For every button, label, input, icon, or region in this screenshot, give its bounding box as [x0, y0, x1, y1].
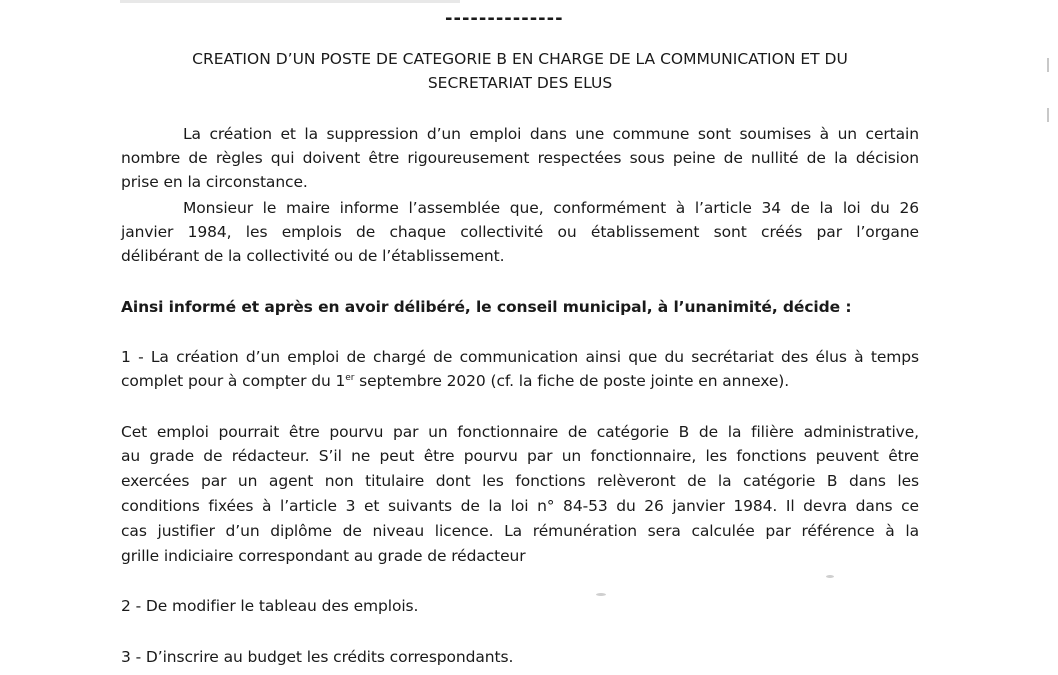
- scan-speck-1: [826, 575, 834, 578]
- para1-line-1: La création et la suppression d’un emploi dans une commune sont soumises à un certain: [183, 125, 919, 143]
- item1-line-2-end: septembre 2020 (cf. la fiche de poste jointe en annexe).: [354, 372, 790, 390]
- scan-artifact-top: [120, 0, 460, 3]
- title-line-1: CREATION D’UN POSTE DE CATEGORIE B EN CHARGE DE LA COMMUNICATION ET DU: [192, 50, 848, 68]
- decision-statement: Ainsi informé et après en avoir délibéré, le conseil municipal, à l’unanimité, décide :: [121, 298, 852, 316]
- para1-line-3: prise en la circonstance.: [121, 173, 308, 191]
- scan-speck-2: [596, 593, 606, 596]
- para3-line-2: au grade de rédacteur. S’il ne peut être pourvu par un fonctionnaire, les fonctions peuvent être: [121, 447, 919, 465]
- scan-artifact-edge-2: [1047, 108, 1049, 122]
- item3: 3 - D’inscrire au budget les crédits correspondants.: [121, 648, 514, 666]
- item2: 2 - De modifier le tableau des emplois.: [121, 597, 419, 615]
- title-line-2: SECRETARIAT DES ELUS: [427, 74, 613, 92]
- para3-line-5: cas justifier d’un diplôme de niveau licence. La rémunération sera calculée par référence à la: [121, 522, 919, 540]
- para2-line-1: Monsieur le maire informe l’assemblée que, conformément à l’article 34 de la loi du 26: [183, 199, 919, 217]
- separator-line: --------------: [445, 8, 564, 29]
- para3-line-3: exercées par un agent non titulaire dont les fonctions relèveront de la catégorie B dans les: [121, 472, 919, 490]
- scan-artifact-edge-1: [1047, 58, 1049, 72]
- item1-line-2-start: complet pour à compter du 1: [121, 372, 346, 390]
- item1-line-2: [121, 371, 789, 391]
- para2-line-3: délibérant de la collectivité ou de l’établissement.: [121, 247, 505, 265]
- para1-line-2: nombre de règles qui doivent être rigoureusement respectées sous peine de nullité de la décision: [121, 149, 919, 167]
- item1-line-1: 1 - La création d’un emploi de chargé de communication ainsi que du secrétariat des élus à temps: [121, 348, 919, 366]
- para3-line-4: conditions fixées à l’article 3 et suivants de la loi n° 84-53 du 26 janvier 1984. Il devra dans ce: [121, 497, 919, 515]
- para2-line-2: janvier 1984, les emplois de chaque collectivité ou établissement sont créés par l’organe: [121, 223, 919, 241]
- para3-line-6: grille indiciaire correspondant au grade de rédacteur: [121, 547, 526, 565]
- item1-ordinal-sup: er: [345, 372, 355, 383]
- para3-line-1: Cet emploi pourrait être pourvu par un fonctionnaire de catégorie B de la filière administrative,: [121, 423, 919, 441]
